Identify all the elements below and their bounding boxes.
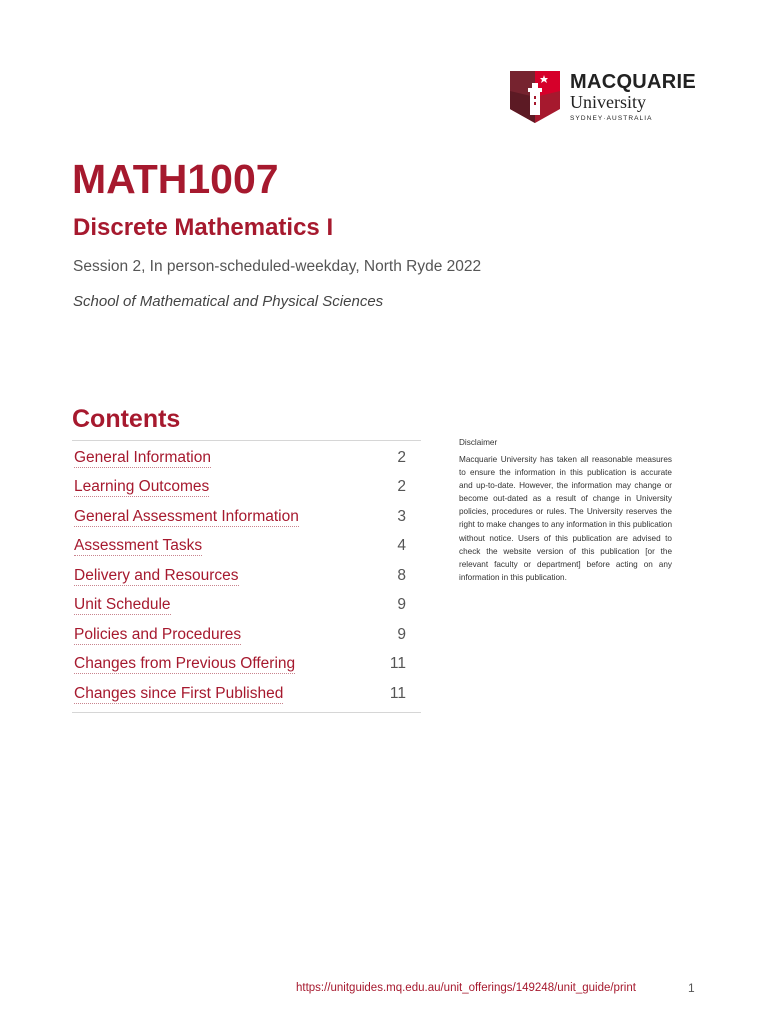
toc-row-general-assessment-information [72, 502, 421, 532]
toc-page-number: 2 [397, 448, 406, 466]
unit-title: Discrete Mathematics I [73, 214, 334, 241]
toc-page-number: 9 [397, 596, 406, 614]
toc-page-number: 11 [389, 684, 406, 702]
toc-link-changes-since-first-published[interactable]: Changes since First Published [74, 684, 284, 702]
disclaimer [459, 437, 672, 584]
toc-link-delivery-and-resources[interactable]: Delivery and Resources [74, 566, 239, 584]
toc-link-policies-and-procedures[interactable]: Policies and Procedures [74, 625, 242, 643]
page-number: 1 [688, 981, 695, 995]
toc-row-delivery-and-resources [72, 561, 421, 591]
toc-page-number: 11 [389, 655, 406, 673]
contents-heading: Contents [72, 405, 181, 433]
lighthouse-crest-icon [510, 71, 560, 123]
logo-wordmark: MACQUARIE [570, 71, 697, 93]
logo-location: SYDNEY·AUSTRALIA [570, 115, 653, 122]
toc-page-number: 2 [397, 478, 406, 496]
toc-link-changes-from-previous-offering[interactable]: Changes from Previous Offering [74, 655, 296, 673]
toc-row-learning-outcomes [72, 473, 421, 503]
toc-link-general-assessment-information[interactable]: General Assessment Information [74, 507, 299, 525]
toc-row-assessment-tasks [72, 532, 421, 562]
toc-link-unit-schedule[interactable]: Unit Schedule [74, 596, 171, 614]
toc-page-number: 8 [397, 566, 406, 584]
toc-page-number: 4 [397, 537, 406, 555]
toc-row-general-information [72, 443, 421, 473]
school-name: School of Mathematical and Physical Sciences [73, 293, 384, 310]
toc-page-number: 3 [397, 507, 406, 525]
disclaimer-body: Macquarie University has taken all reasonable measures to ensure the information in this publication is accurate and up-to-date. However, the information may change or become out-dated as a result of change in University policies, procedures or rules. The University reserves the right to make changes to any information in this publication without notice. Users of this publication are advised to check the website version of this publication [or the relevant faculty or department] before acting on any information in this publication. [459, 455, 672, 582]
toc-link-general-information[interactable]: General Information [74, 448, 211, 466]
toc-row-changes-from-previous-offering [72, 650, 421, 680]
toc-page-number: 9 [397, 625, 406, 643]
toc-link-learning-outcomes[interactable]: Learning Outcomes [74, 478, 210, 496]
toc-link-assessment-tasks[interactable]: Assessment Tasks [74, 537, 203, 555]
macquarie-logo [510, 71, 700, 125]
disclaimer-title: Disclaimer [459, 438, 498, 447]
toc-row-changes-since-first-published [72, 679, 421, 709]
logo-subtitle: University [570, 92, 646, 112]
table-of-contents [72, 440, 421, 713]
session-info: Session 2, In person-scheduled-weekday, North Ryde 2022 [73, 258, 482, 275]
footer-url-link[interactable]: https://unitguides.mq.edu.au/unit_offerings/149248/unit_guide/print [296, 982, 636, 994]
toc-row-policies-and-procedures [72, 620, 421, 650]
toc-row-unit-schedule [72, 591, 421, 621]
unit-code: MATH1007 [72, 156, 279, 202]
